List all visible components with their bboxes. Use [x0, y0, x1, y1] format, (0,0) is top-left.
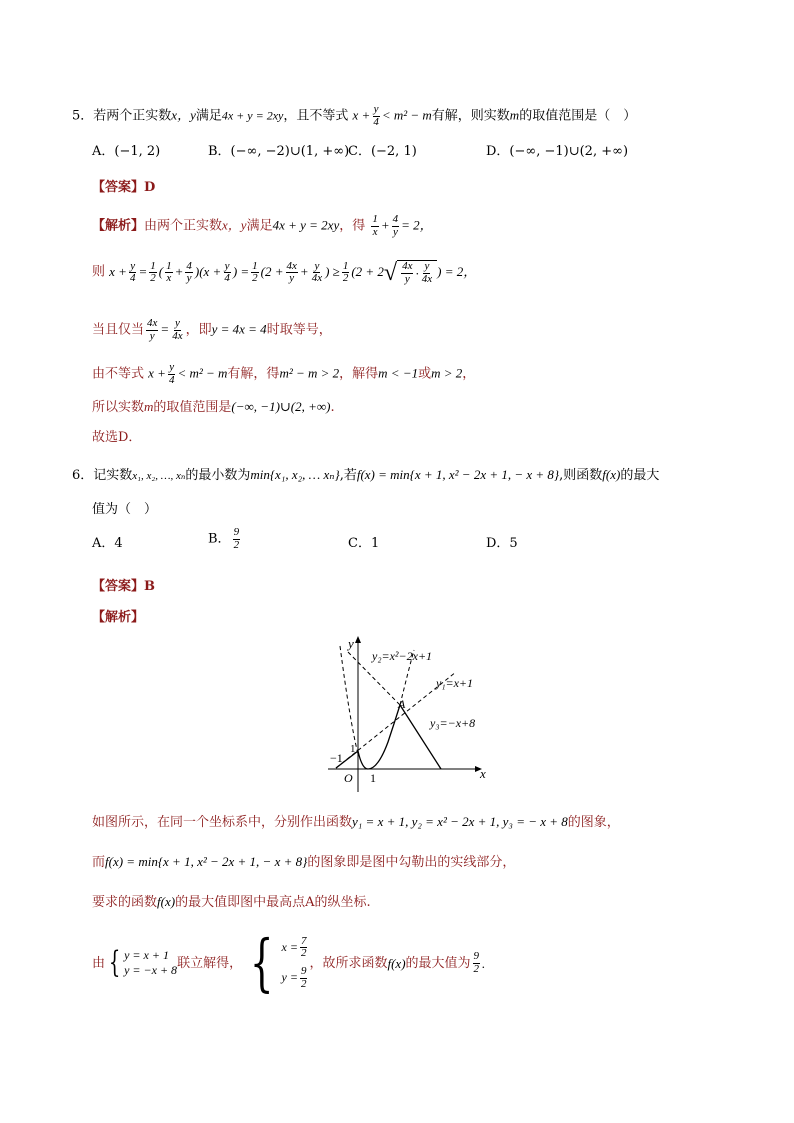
q5-analysis-line2: 则 x + $\frac{y}{4}$ = $\frac{1}{2}$ ( $\frac{1}{x}$ + $\frac{4}{y}$ )(x + $\frac{y}{4}$ ) = $\frac{1}{2}$ (2 + $\frac{4x}{y}$ + $\frac{y}{4x}$ ) ≥ $\frac{1}{2}$ (2 + 2 √ $\frac{4x}{y}$ · $\frac{y}{4x}$ ) = 2，: [92, 259, 477, 286]
tick-x1-label: 1: [370, 771, 376, 785]
y-axis-label: y: [348, 636, 354, 651]
q6-analysis-p3: 要求的函数f(x)的最大值即图中最高点A的纵坐标.: [92, 894, 371, 910]
q6-analysis-tag: 【解析】: [92, 610, 145, 625]
solid-y3: [400, 705, 441, 769]
q6-stem-line2: 值为（ ）: [92, 502, 158, 517]
q5-answer: 【答案】D: [92, 180, 156, 195]
q6-answer: 【答案】B: [92, 579, 156, 594]
q6-option-d: D．5: [486, 536, 518, 551]
solid-parabola: [358, 705, 400, 769]
tick-y1-label: 1: [350, 743, 356, 755]
point-a-label: A: [398, 697, 406, 711]
q6-option-b: B． $\frac{9}{2}$: [208, 526, 240, 551]
q6-option-a: A．4: [92, 536, 123, 551]
q5-stem: 5．若两个正实数x，y满足4x + y = 2xy，且不等式 x + $\frac{y}{4}$ < m² − m有解，则实数m的取值范围是（ ）: [72, 103, 637, 128]
label-y3: y₃=−x+8: [430, 716, 476, 730]
label-y1: y₁=x+1: [436, 676, 474, 690]
q6-analysis-p4: 由 { y = x + 1 y = −x + 8 联立解得， { x = $\frac{7}{2}$ y = $\frac{9}{2}$ ，故所求函数 f(x) 的最大值为 $\frac{9}{2}$ .: [92, 926, 486, 999]
q6-analysis-p1: 如图所示，在同一个坐标系中，分别作出函数y₁ = x + 1, y₂ = x² − 2x + 1, y₃ = − x + 8的图象，: [92, 814, 620, 830]
q5-analysis-line5: 所以实数m的取值范围是(−∞, −1)∪(2, +∞).: [92, 399, 335, 415]
y-axis-arrow: [355, 636, 361, 643]
q6-analysis-p2: 而f(x) = min{x + 1, x² − 2x + 1, − x + 8}的图象即是图中勾勒出的实线部分，: [92, 854, 516, 870]
q5-analysis-line3: 当且仅当 $\frac{4x}{y}$ = $\frac{y}{4x}$ ，即y = 4x = 4时取等号，: [92, 317, 332, 342]
tick-neg1-label: −1: [330, 751, 343, 765]
function-graph-figure: [318, 632, 498, 797]
q5-option-a: A．(−1, 2): [92, 144, 161, 159]
q5-option-c: C．(−2, 1): [348, 144, 417, 159]
q5-option-d: D．(−∞, −1)∪(2, +∞): [486, 144, 629, 159]
x-axis-label: x: [480, 766, 486, 781]
parabola-left-dashed: [340, 646, 358, 754]
q5-analysis-line4: 由不等式 x + $\frac{y}{4}$ < m² − m有解，得m² − m > 2，解得m < −1或m > 2，: [92, 361, 476, 386]
origin-label: O: [344, 771, 353, 785]
q5-analysis-line1: 【解析】由两个正实数x，y满足4x + y = 2xy，得 $\frac{1}{x}$ + $\frac{4}{y}$ = 2，: [92, 213, 433, 238]
q5-option-b: B．(−∞, −2)∪(1, +∞): [208, 144, 350, 159]
label-y2: y₂=x²−2x+1: [372, 649, 433, 663]
q6-stem: 6．记实数x₁, x₂, …, xₙ的最小数为min{x₁, x₂, … xₙ},若f(x) = min{x + 1, x² − 2x + 1, − x + 8},则函数f(x)的最大: [72, 467, 660, 483]
q5-analysis-line6: 故选D．: [92, 430, 142, 445]
q6-option-c: C．1: [348, 536, 380, 551]
